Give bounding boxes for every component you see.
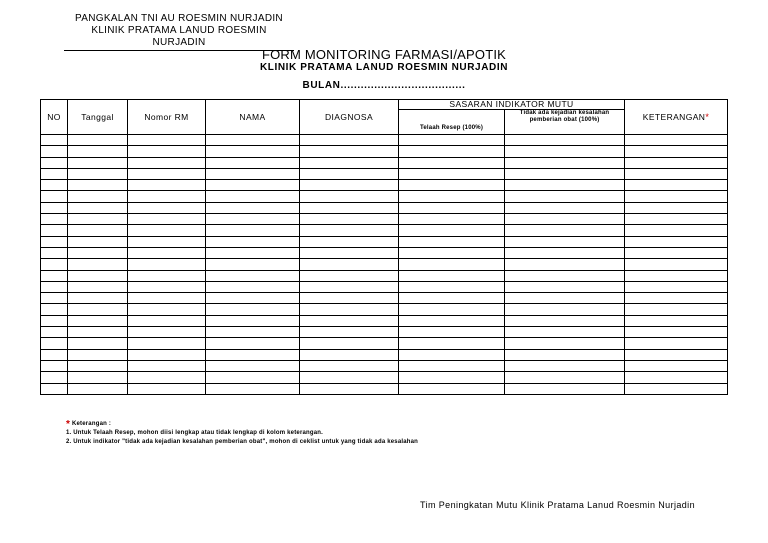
table-cell[interactable] xyxy=(206,157,300,168)
table-row xyxy=(41,270,728,281)
table-cell[interactable] xyxy=(41,304,68,315)
table-cell[interactable] xyxy=(625,146,728,157)
org-name-line1: PANGKALAN TNI AU ROESMIN NURJADIN xyxy=(75,13,283,24)
table-cell[interactable] xyxy=(300,168,399,179)
table-cell[interactable] xyxy=(41,293,68,304)
asterisk-mark: * xyxy=(705,112,710,122)
table-cell[interactable] xyxy=(300,180,399,191)
table-cell[interactable] xyxy=(41,135,68,146)
table-cell[interactable] xyxy=(505,146,625,157)
table-cell[interactable] xyxy=(505,281,625,292)
table-cell[interactable] xyxy=(625,202,728,213)
table-cell[interactable] xyxy=(300,281,399,292)
table-cell[interactable] xyxy=(625,168,728,179)
table-row xyxy=(41,338,728,349)
table-cell[interactable] xyxy=(300,372,399,383)
table-cell[interactable] xyxy=(505,236,625,247)
table-cell[interactable] xyxy=(68,372,128,383)
table-cell[interactable] xyxy=(625,214,728,225)
form-subtitle: KLINIK PRATAMA LANUD ROESMIN NURJADIN xyxy=(259,62,509,73)
table-cell[interactable] xyxy=(206,270,300,281)
column-header-keterangan-cell xyxy=(625,100,728,135)
table-cell[interactable] xyxy=(399,327,505,338)
table-cell[interactable] xyxy=(399,349,505,360)
table-cell[interactable] xyxy=(399,281,505,292)
table-cell[interactable] xyxy=(206,293,300,304)
table-cell[interactable] xyxy=(399,225,505,236)
monitoring-table xyxy=(40,99,728,395)
table-cell[interactable] xyxy=(625,360,728,371)
table-cell[interactable] xyxy=(505,372,625,383)
table-row xyxy=(41,327,728,338)
footer-signature: Tim Peningkatan Mutu Klinik Pratama Lanud Roesmin Nurjadin xyxy=(420,500,695,510)
table-cell[interactable] xyxy=(399,338,505,349)
table-cell[interactable] xyxy=(625,191,728,202)
column-header-no: NO xyxy=(41,100,68,135)
table-cell[interactable] xyxy=(625,157,728,168)
table-row xyxy=(41,135,728,146)
table-cell[interactable] xyxy=(399,180,505,191)
table-cell[interactable] xyxy=(41,259,68,270)
table-cell[interactable] xyxy=(505,270,625,281)
table-cell[interactable] xyxy=(505,214,625,225)
table-cell[interactable] xyxy=(68,146,128,157)
table-cell[interactable] xyxy=(68,327,128,338)
column-header-diagnosa: DIAGNOSA xyxy=(300,100,399,135)
table-row xyxy=(41,191,728,202)
table-cell[interactable] xyxy=(625,236,728,247)
table-cell[interactable] xyxy=(128,202,206,213)
table-cell[interactable] xyxy=(300,338,399,349)
table-cell[interactable] xyxy=(41,270,68,281)
table-cell[interactable] xyxy=(300,349,399,360)
notes-asterisk: * xyxy=(66,419,71,430)
table-cell[interactable] xyxy=(128,191,206,202)
table-cell[interactable] xyxy=(68,202,128,213)
table-cell[interactable] xyxy=(68,270,128,281)
table-cell[interactable] xyxy=(206,202,300,213)
table-cell[interactable] xyxy=(505,191,625,202)
table-cell[interactable] xyxy=(625,293,728,304)
table-cell[interactable] xyxy=(128,157,206,168)
table-cell[interactable] xyxy=(68,293,128,304)
table-cell[interactable] xyxy=(41,236,68,247)
table-cell[interactable] xyxy=(206,338,300,349)
table-cell[interactable] xyxy=(399,304,505,315)
table-cell[interactable] xyxy=(399,202,505,213)
table-cell[interactable] xyxy=(206,360,300,371)
table-cell[interactable] xyxy=(68,214,128,225)
table-cell[interactable] xyxy=(128,304,206,315)
table-cell[interactable] xyxy=(206,180,300,191)
table-cell[interactable] xyxy=(41,202,68,213)
table-cell[interactable] xyxy=(68,281,128,292)
table-cell[interactable] xyxy=(41,349,68,360)
notes-line-1: 1. Untuk Telaah Resep, mohon diisi lengkap atau tidak lengkap di kolom keterangan. xyxy=(66,430,324,436)
table-cell[interactable] xyxy=(128,146,206,157)
table-cell[interactable] xyxy=(625,383,728,394)
table-cell[interactable] xyxy=(41,157,68,168)
table-cell[interactable] xyxy=(68,168,128,179)
column-header-nomor-rm: Nomor RM xyxy=(128,100,206,135)
table-cell[interactable] xyxy=(128,349,206,360)
table-cell[interactable] xyxy=(68,360,128,371)
table-cell[interactable] xyxy=(399,214,505,225)
table-cell[interactable] xyxy=(300,293,399,304)
table-cell[interactable] xyxy=(300,236,399,247)
table-body xyxy=(41,135,728,395)
table-cell[interactable] xyxy=(300,135,399,146)
table-cell[interactable] xyxy=(128,214,206,225)
table-cell[interactable] xyxy=(206,247,300,258)
table-cell[interactable] xyxy=(68,349,128,360)
column-header-nama: NAMA xyxy=(206,100,300,135)
table-cell[interactable] xyxy=(68,247,128,258)
table-row xyxy=(41,360,728,371)
table-cell[interactable] xyxy=(625,180,728,191)
table-cell[interactable] xyxy=(505,168,625,179)
table-cell[interactable] xyxy=(625,327,728,338)
table-row xyxy=(41,225,728,236)
table-cell[interactable] xyxy=(41,372,68,383)
table-cell[interactable] xyxy=(300,225,399,236)
table-row xyxy=(41,214,728,225)
table-cell[interactable] xyxy=(300,304,399,315)
table-cell[interactable] xyxy=(128,338,206,349)
table-cell[interactable] xyxy=(128,225,206,236)
table-cell[interactable] xyxy=(68,259,128,270)
table-row xyxy=(41,157,728,168)
table-cell[interactable] xyxy=(68,236,128,247)
table-cell[interactable] xyxy=(300,191,399,202)
table-cell[interactable] xyxy=(128,281,206,292)
table-row xyxy=(41,383,728,394)
table-cell[interactable] xyxy=(300,202,399,213)
table-cell[interactable] xyxy=(505,360,625,371)
table-cell[interactable] xyxy=(128,293,206,304)
table-cell[interactable] xyxy=(399,315,505,326)
table-cell[interactable] xyxy=(128,383,206,394)
table-cell[interactable] xyxy=(206,327,300,338)
table-cell[interactable] xyxy=(128,259,206,270)
table-cell[interactable] xyxy=(625,281,728,292)
table-cell[interactable] xyxy=(206,281,300,292)
org-name-line2: KLINIK PRATAMA LANUD ROESMIN NURJADIN xyxy=(64,25,294,51)
form-title: FORM MONITORING FARMASI/APOTIK xyxy=(261,47,507,62)
table-row xyxy=(41,180,728,191)
table-cell[interactable] xyxy=(300,259,399,270)
table-cell[interactable] xyxy=(505,157,625,168)
table-cell[interactable] xyxy=(505,349,625,360)
table-row xyxy=(41,372,728,383)
table-cell[interactable] xyxy=(505,327,625,338)
table-row xyxy=(41,259,728,270)
table-cell[interactable] xyxy=(399,157,505,168)
table-cell[interactable] xyxy=(41,180,68,191)
table-cell[interactable] xyxy=(41,146,68,157)
table-cell[interactable] xyxy=(68,383,128,394)
table-cell[interactable] xyxy=(399,360,505,371)
table-cell[interactable] xyxy=(41,360,68,371)
table-cell[interactable] xyxy=(41,338,68,349)
table-cell[interactable] xyxy=(399,383,505,394)
table-cell[interactable] xyxy=(128,360,206,371)
table-cell[interactable] xyxy=(399,236,505,247)
table-cell[interactable] xyxy=(300,247,399,258)
table-cell[interactable] xyxy=(625,225,728,236)
notes-heading: Keterangan : xyxy=(71,421,112,427)
table-cell[interactable] xyxy=(41,214,68,225)
table-cell[interactable] xyxy=(300,327,399,338)
column-header-sasaran-indikator-mutu: SASARAN INDIKATOR MUTU xyxy=(399,100,625,110)
table-cell[interactable] xyxy=(206,191,300,202)
table-cell[interactable] xyxy=(625,270,728,281)
table-cell[interactable] xyxy=(300,315,399,326)
notes-section xyxy=(66,420,418,447)
notes-line-2: 2. Untuk indikator "tidak ada kejadian kesalahan pemberian obat", mohon di ceklist untuk yang tidak ada kesalahan xyxy=(66,439,419,445)
table-cell[interactable] xyxy=(68,157,128,168)
column-header-tidak-ada-kejadian: Tidak ada kejadian kesalahan pemberian obat (100%) xyxy=(505,110,625,135)
table-cell[interactable] xyxy=(68,338,128,349)
table-cell[interactable] xyxy=(128,135,206,146)
table-cell[interactable] xyxy=(206,236,300,247)
table-cell[interactable] xyxy=(206,304,300,315)
table-cell[interactable] xyxy=(41,225,68,236)
table-cell[interactable] xyxy=(625,304,728,315)
table-cell[interactable] xyxy=(206,383,300,394)
table-cell[interactable] xyxy=(505,247,625,258)
table-cell[interactable] xyxy=(128,270,206,281)
column-header-keterangan: KETERANGAN xyxy=(642,112,706,122)
table-cell[interactable] xyxy=(128,315,206,326)
table-row xyxy=(41,293,728,304)
table-row xyxy=(41,168,728,179)
table-row xyxy=(41,236,728,247)
table-cell[interactable] xyxy=(625,338,728,349)
table-cell[interactable] xyxy=(41,315,68,326)
table-cell[interactable] xyxy=(41,168,68,179)
table-cell[interactable] xyxy=(206,372,300,383)
table-cell[interactable] xyxy=(206,214,300,225)
table-cell[interactable] xyxy=(505,225,625,236)
table-cell[interactable] xyxy=(505,304,625,315)
table-cell[interactable] xyxy=(206,349,300,360)
table-cell[interactable] xyxy=(206,225,300,236)
table-cell[interactable] xyxy=(41,247,68,258)
table-cell[interactable] xyxy=(399,270,505,281)
table-cell[interactable] xyxy=(300,157,399,168)
table-cell[interactable] xyxy=(625,372,728,383)
table-cell[interactable] xyxy=(300,383,399,394)
table-row xyxy=(41,247,728,258)
table-cell[interactable] xyxy=(68,315,128,326)
table-cell[interactable] xyxy=(505,293,625,304)
table-cell[interactable] xyxy=(68,304,128,315)
table-cell[interactable] xyxy=(399,135,505,146)
table-cell[interactable] xyxy=(41,281,68,292)
table-cell[interactable] xyxy=(399,293,505,304)
table-cell[interactable] xyxy=(41,191,68,202)
table-row xyxy=(41,202,728,213)
table-cell[interactable] xyxy=(128,372,206,383)
table-cell[interactable] xyxy=(399,259,505,270)
table-cell[interactable] xyxy=(300,360,399,371)
table-cell[interactable] xyxy=(505,259,625,270)
column-header-tanggal: Tanggal xyxy=(68,100,128,135)
table-cell[interactable] xyxy=(300,270,399,281)
table-cell[interactable] xyxy=(399,146,505,157)
table-cell[interactable] xyxy=(300,146,399,157)
table-cell[interactable] xyxy=(505,180,625,191)
table-cell[interactable] xyxy=(68,135,128,146)
table-row xyxy=(41,281,728,292)
table-row xyxy=(41,304,728,315)
table-cell[interactable] xyxy=(128,327,206,338)
column-header-telaah-resep: Telaah Resep (100%) xyxy=(399,110,505,135)
table-cell[interactable] xyxy=(206,315,300,326)
table-cell[interactable] xyxy=(300,214,399,225)
month-field: BULAN..................................... xyxy=(302,80,466,91)
table-cell[interactable] xyxy=(505,315,625,326)
table-row xyxy=(41,315,728,326)
table-cell[interactable] xyxy=(399,191,505,202)
table-cell[interactable] xyxy=(206,135,300,146)
table-cell[interactable] xyxy=(505,338,625,349)
table-cell[interactable] xyxy=(68,180,128,191)
table-cell[interactable] xyxy=(505,135,625,146)
table-cell[interactable] xyxy=(625,135,728,146)
table-cell[interactable] xyxy=(128,247,206,258)
table-cell[interactable] xyxy=(625,315,728,326)
table-cell[interactable] xyxy=(41,383,68,394)
table-cell[interactable] xyxy=(505,383,625,394)
table-cell[interactable] xyxy=(399,247,505,258)
table-cell[interactable] xyxy=(206,146,300,157)
table-row xyxy=(41,146,728,157)
table-cell[interactable] xyxy=(625,349,728,360)
table-cell[interactable] xyxy=(399,372,505,383)
table-cell[interactable] xyxy=(68,225,128,236)
organization-header xyxy=(64,13,294,51)
table-cell[interactable] xyxy=(128,236,206,247)
table-cell[interactable] xyxy=(505,202,625,213)
table-cell[interactable] xyxy=(41,327,68,338)
table-row xyxy=(41,349,728,360)
table-cell[interactable] xyxy=(128,180,206,191)
table-cell[interactable] xyxy=(68,191,128,202)
table-cell[interactable] xyxy=(399,168,505,179)
table-cell[interactable] xyxy=(206,259,300,270)
table-cell[interactable] xyxy=(625,247,728,258)
table-cell[interactable] xyxy=(206,168,300,179)
table-cell[interactable] xyxy=(625,259,728,270)
table-cell[interactable] xyxy=(128,168,206,179)
